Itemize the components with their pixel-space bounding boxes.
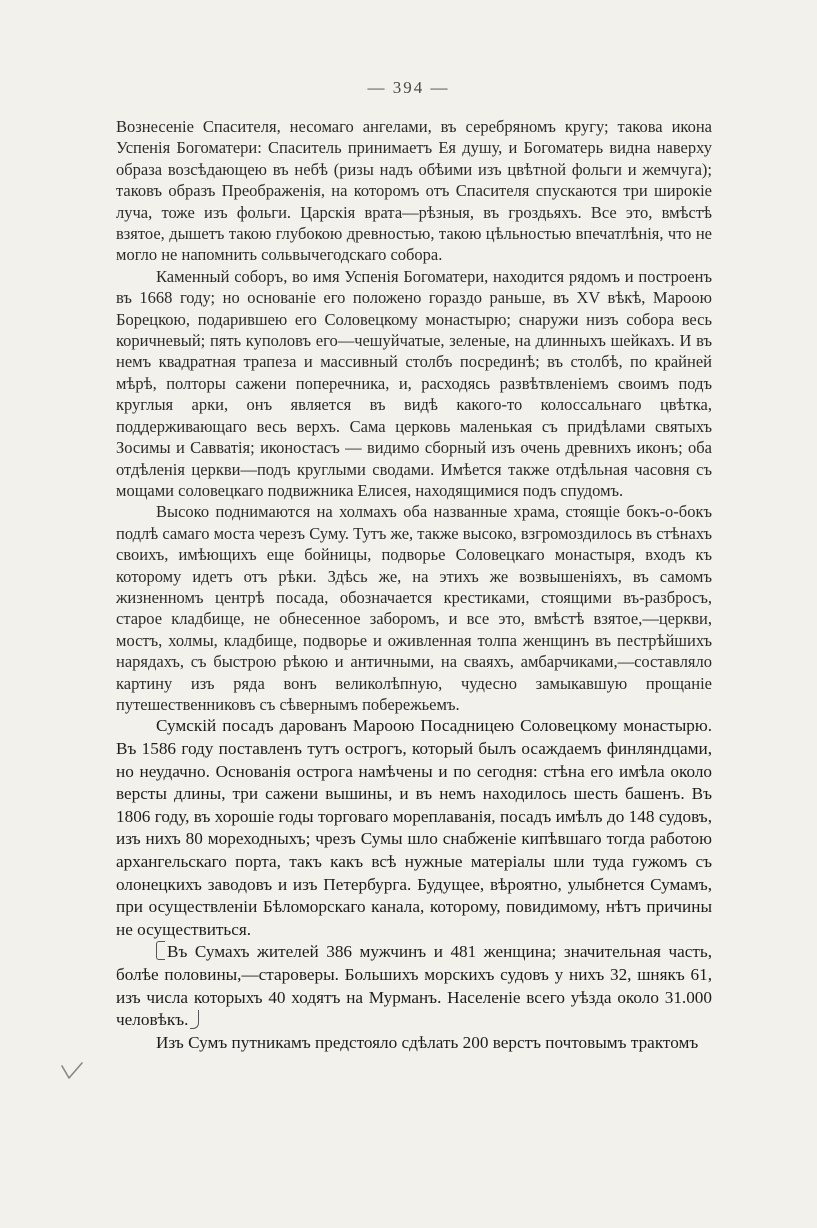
page-number: — 394 — [367, 78, 450, 97]
paragraph-stone-cathedral: Каменный соборъ, во имя Успенія Богоматери, находится рядомъ и построенъ въ 1668 году; но основаніе его положено гораздо раньше, въ XV вѣкѣ, Мароою Борецкою, подарившею его Соловецкому монастырю; снаружи низъ собора весь коричневый; пять куполовъ его—чешуйчатые, зеленые, на длинныхъ шейкахъ. И въ немъ квадратная трапеза и массивный столбъ посрединѣ; въ столбѣ, по крайней мѣрѣ, полторы сажени поперечника, и, расходясь развѣтвленіемъ своимъ подъ круглыя арки, онъ является въ видѣ какого-то колоссальнаго цвѣтка, поддерживающаго весь верхъ. Сама церковь маленькая съ придѣлами святыхъ Зосимы и Савватія; иконостасъ — видимо сборный изъ очень древнихъ иконъ; оба отдѣленія церкви—подъ круглыми сводами. Имѣется также отдѣльная часовня съ мощами соловецкаго подвижника Елисея, находящимися подъ спудомъ. [116, 266, 712, 500]
pencil-check-mark-icon [60, 1060, 86, 1084]
paragraph-population [116, 941, 712, 1031]
paragraph-population-text: Въ Сумахъ жителей 386 мужчинъ и 481 женщина; значительная часть, болѣе половины,—староверы. Большихъ морскихъ судовъ у нихъ 32, шнякъ 61, изъ числа которыхъ 40 ходятъ на Мурманъ. Населеніе всего уѣзда около 31.000 человѣкъ. [116, 942, 712, 1030]
paragraph-sumy-posad: Сумскій посадъ дарованъ Мароою Посадницею Соловецкому монастырю. Въ 1586 году поставленъ тутъ острогъ, который былъ осаждаемъ финляндцами, но неудачно. Основанія острога намѣчены и по сегодня: стѣна его имѣла около версты длины, три сажени вышины, и въ немъ находилось шесть башенъ. Въ 1806 году, въ хорошіе годы торговаго мореплаванія, посадъ имѣлъ до 148 судовъ, изъ нихъ 80 мореходныхъ; чрезъ Сумы шло снабженіе кипѣвшаго тогда работою архангельскаго порта, такъ какъ всѣ нужные матеріалы шли туда гужомъ съ олонецкихъ заводовъ и изъ Петербурга. Будущее, вѣроятно, улыбнется Сумамъ, при осуществленіи Бѣломорскаго канала, которому, повидимому, нѣтъ причины не осуществиться. [116, 716, 712, 939]
pencil-bracket-close-icon [190, 1010, 199, 1029]
body-text [116, 116, 712, 1054]
paragraph-iconostasis: Вознесеніе Спасителя, несомаго ангелами, въ серебряномъ кругу; такова икона Успенія Богоматери: Спаситель принимаетъ Ея душу, и Богоматерь видна наверху образа возсѣдающею въ небѣ (ризы надъ обѣими изъ цвѣтной фольги и жемчуга); таковъ образъ Преображенія, на которомъ отъ Спасителя спускаются три широкіе луча, тоже изъ фольги. Царскія врата—рѣзныя, въ гроздьяхъ. Все это, вмѣстѣ взятое, дышетъ такою глубокою древностью, такою цѣльностью впечатлѣнія, что не могло не напомнить сольвычегодскаго собора. [116, 117, 712, 265]
paragraph-hills-temples: Высоко поднимаются на холмахъ оба названные храма, стоящіе бокъ-о-бокъ подлѣ самаго моста черезъ Суму. Тутъ же, также высоко, взгромоздилось въ стѣнахъ своихъ, имѣющихъ еще бойницы, подворье Соловецкаго монастыря, входъ къ которому идетъ отъ рѣки. Здѣсь же, на этихъ же возвышеніяхъ, въ самомъ жизненномъ центрѣ посада, обозначается крестиками, стоящими въ-разбросъ, старое кладбище, не обнесенное заборомъ, и все это, вмѣстѣ взятое,—церкви, мостъ, холмы, кладбище, подворье и оживленная толпа женщинъ въ пестрѣйшихъ нарядахъ, съ быстрою рѣкою и античными, на сваяхъ, амбарчиками,—составляло картину изъ ряда вонъ великолѣпную, чудесно замыкавшую прощаніе путешественниковъ съ сѣвернымъ побережьемъ. [116, 502, 712, 714]
pencil-bracket-open-icon [156, 941, 165, 960]
paragraph-departure: Изъ Сумъ путникамъ предстояло сдѣлать 200 верстъ почтовымъ трактомъ [156, 1032, 699, 1052]
